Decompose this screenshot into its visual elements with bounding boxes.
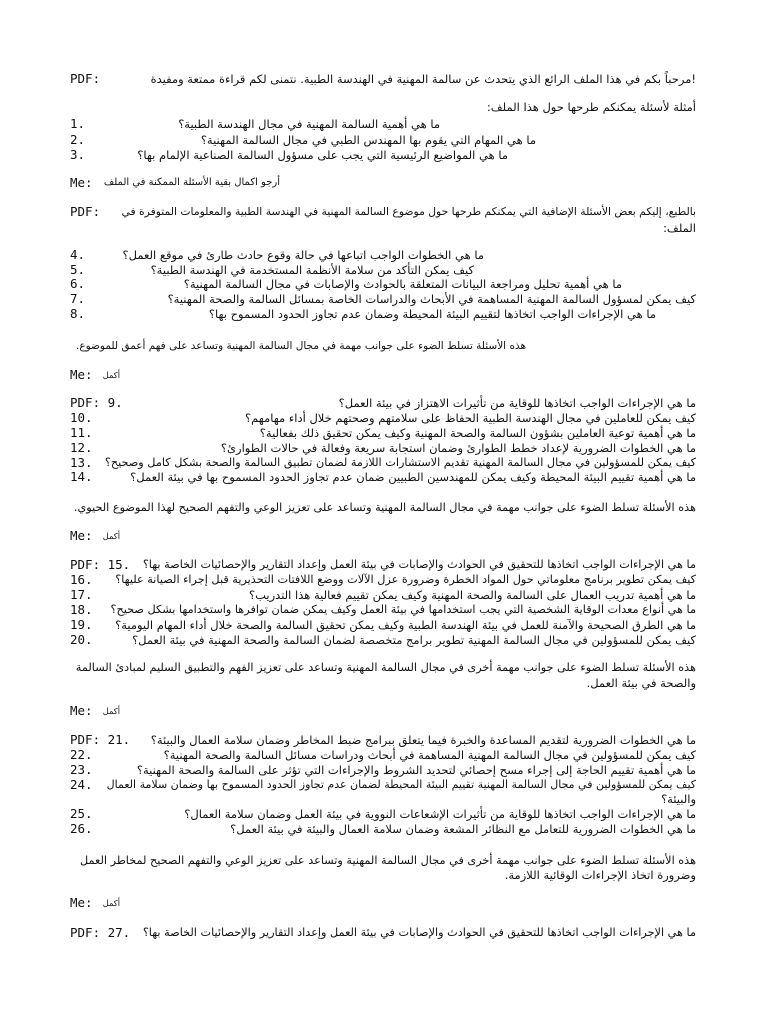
line-text: كيف يمكن التأكد من سلامة الأنظمة المستخدمة في الهندسة الطبية؟ — [150, 263, 474, 277]
item-number: 7. — [70, 291, 86, 306]
item-number: 24. — [70, 777, 93, 792]
line-text: ما هي أهمية تدريب العمال على السالمة والصحة المهنية وكيف يمكن تقييم فعالية هذا التدريب؟ — [249, 588, 696, 602]
line-text: أكمل — [102, 898, 120, 908]
speaker-label: Me: — [70, 175, 93, 190]
line-text: ما هي الإجراءات الواجب اتخاذها للتحقيق في الحوادث والإصابات في بيئة العمل وإعداد التقارير والإحصائيات الخاصة بها؟ — [142, 926, 696, 939]
line-summary — [70, 338, 696, 354]
item-number: 14. — [70, 469, 93, 484]
line-text: أمثلة لأسئلة يمكنكم طرحها حول هذا الملف: — [486, 100, 696, 114]
item-number: 22. — [70, 747, 93, 762]
list-item — [70, 132, 696, 148]
line-me — [70, 895, 696, 911]
line-text: ما هي الإجراءات الواجب اتخاذها للتحقيق في الحوادث والإصابات في بيئة العمل وإعداد التقارير والإحصائيات الخاصة بها؟ — [142, 558, 696, 571]
speaker-label: PDF: — [70, 204, 101, 219]
list-item — [70, 291, 696, 307]
line-text: بالطبع، إليكم بعض الأسئلة الإضافية التي يمكنكم طرحها حول موضوع السالمة المهنية في الهندسة الطبية والمعلومات المتوفرة في — [121, 205, 696, 218]
line-text: ما هي الخطوات الضرورية لإعداد خطط الطوارئ وضمان استجابة سريعة وفعالة في حالات الطوارئ؟ — [220, 441, 696, 455]
item-number: PDF: 27. — [70, 925, 131, 940]
list-item — [70, 147, 696, 163]
item-number: 4. — [70, 247, 86, 262]
list-item — [70, 762, 696, 778]
line-text: ما هي الخطوات الواجب اتباعها في حالة وقوع حادث طارئ في موقع العمل؟ — [122, 248, 484, 262]
list-item — [70, 572, 696, 588]
line-text: هذه الأسئلة تسلط الضوء على جوانب مهمة في مجال السالمة المهنية وتساعد على تعزيز الوعي والتفهم الصحيح لهذا الموضوع الحيوي. — [73, 501, 696, 514]
item-number: 3. — [70, 147, 86, 162]
item-number: 19. — [70, 617, 93, 632]
line-text: ما هي أنواع معدات الوقاية الشخصية التي يجب استخدامها في بيئة العمل وكيف يمكن ضمان توافرها واستخدامها بشكل صحيح؟ — [110, 603, 696, 616]
item-number: 8. — [70, 306, 86, 321]
item-number: 2. — [70, 132, 86, 147]
list-item — [70, 632, 696, 648]
line-text: ما هي الإجراءات الواجب اتخاذها للوقاية من تأثيرات الاهتزاز في بيئة العمل؟ — [338, 396, 696, 410]
list-item — [70, 395, 696, 411]
line-text: ما هي أهمية السالمة المهنية في مجال الهندسة الطبية؟ — [178, 117, 440, 131]
item-number: 1. — [70, 116, 86, 131]
line-text: وضرورة اتخاذ الإجراءات الوقائية اللازمة. — [504, 868, 696, 882]
speaker-label: Me: — [70, 703, 93, 718]
list-item — [70, 747, 696, 763]
line-text: ما هي الطرق الصحيحة والآمنة للعمل في بيئة الهندسة الطبية وكيف يمكن تحقيق السالمة والصحة خلال أداء المهام اليومية؟ — [115, 618, 696, 632]
list-item — [70, 425, 696, 441]
list-item — [70, 617, 696, 633]
list-item — [70, 557, 696, 573]
line-text: والصحة في بيئة العمل. — [586, 676, 696, 690]
line-me — [70, 528, 696, 544]
item-number: 18. — [70, 602, 93, 617]
list-item — [70, 732, 696, 748]
speaker-label: Me: — [70, 528, 93, 543]
line-continuation — [70, 867, 696, 883]
line-pdf-intro — [70, 71, 696, 87]
line-text: والبيئة؟ — [661, 792, 696, 806]
item-number: 13. — [70, 455, 93, 470]
item-number: 17. — [70, 587, 93, 602]
list-item — [70, 821, 696, 837]
line-continuation — [70, 675, 696, 691]
line-text: ما هي المواضيع الرئيسية التي يجب على مسؤول السالمة الصناعية الإلمام بها؟ — [137, 148, 508, 162]
list-item — [70, 116, 696, 132]
item-number: 12. — [70, 440, 93, 455]
item-number: 10. — [70, 410, 93, 425]
list-item — [70, 276, 696, 292]
line-text: هذه الأسئلة تسلط الضوء على جوانب مهمة أخرى في مجال السالمة المهنية وتساعد على تعزيز الوعي والتفهم الصحيح لمخاطر العمل — [80, 854, 696, 867]
item-number: 5. — [70, 262, 86, 277]
item-number: PDF: 9. — [70, 395, 123, 410]
line-me — [70, 367, 696, 383]
line-text: أكمل — [102, 706, 120, 716]
item-number: 11. — [70, 425, 93, 440]
line-text: !مرحباً بكم في هذا الملف الرائع الذي يتحدث عن سالمة المهنية في الهندسة الطبية. نتمنى لكم قراءة ممتعة ومفيدة — [150, 72, 696, 86]
item-number: 6. — [70, 276, 86, 291]
speaker-label: Me: — [70, 895, 93, 910]
item-number: 25. — [70, 806, 93, 821]
line-text: كيف يمكن للمسؤولين في مجال السالمة المهنية المساهمة في أبحاث ودراسات مسائل السالمة والصحة المهنية؟ — [163, 748, 696, 762]
speaker-label: PDF: — [70, 71, 101, 86]
line-continuation — [70, 791, 696, 807]
line-text: ما هي أهمية تقييم الحاجة إلى إجراء مسح إحصائي لتحديد الشروط والإجراءات التي تؤثر على السالمة والصحة المهنية؟ — [136, 763, 696, 777]
line-examples-heading — [70, 99, 696, 115]
line-text: ما هي أهمية توعية العاملين بشؤون السالمة والصحة المهنية وكيف يمكن تحقيق ذلك بفعالية؟ — [259, 426, 696, 440]
line-text: ما هي المهام التي يقوم بها المهندس الطبي في مجال السالمة المهنية؟ — [200, 133, 536, 147]
line-text: كيف يمكن للمسؤولين في مجال السالمة المهنية تقييم البيئة المحيطة لضمان عدم تجاوز الحدود المسموح بها وضمان سلامة العمال — [106, 778, 696, 791]
line-text: أكمل — [102, 370, 120, 380]
line-text: كيف يمكن تطوير برنامج معلوماتي حول المواد الخطرة وضرورة عزل الآلات ووضع اللافتات التحذيرية قبل إجراء الصيانة عليها؟ — [115, 573, 696, 586]
line-text: ما هي الخطوات الضرورية لتقديم المساعدة والخبرة فيما يتعلق ببرامج ضبط المخاطر وضمان سلامة العمال والبيئة؟ — [150, 733, 696, 747]
item-number: PDF: 21. — [70, 732, 131, 747]
speaker-label: Me: — [70, 367, 93, 382]
list-item — [70, 806, 696, 822]
list-item — [70, 306, 696, 322]
line-text: كيف يمكن للعاملين في مجال الهندسة الطبية الحفاظ على سلامتهم وصحتهم خلال أداء مهامهم؟ — [245, 411, 696, 425]
line-text: أرجو اكمال بقية الأسئلة الممكنة في الملف — [103, 177, 280, 188]
item-number: 20. — [70, 632, 93, 647]
line-text: الملف: — [663, 221, 696, 235]
line-text: ما هي الإجراءات الواجب اتخاذها لتقييم البيئة المحيطة وضمان عدم تجاوز الحدود المسموح بها؟ — [208, 307, 656, 321]
list-item — [70, 440, 696, 456]
line-text: هذه الأسئلة تسلط الضوء على جوانب مهمة أخرى في مجال السالمة المهنية وتساعد على تعزيز الفهم والتطبيق السليم لمبادئ السالمة — [75, 661, 696, 674]
list-item — [70, 602, 696, 618]
line-text: ما هي أهمية تحليل ومراجعة البيانات المتعلقة بالحوادث والإصابات في مجال السالمة المهنية؟ — [183, 277, 622, 291]
line-text: كيف يمكن للمسؤولين في مجال السالمة المهنية تقديم الاستشارات اللازمة لضمان تطبيق السالمة والصحة بشكل كامل وصحيح؟ — [104, 456, 696, 469]
line-summary — [70, 500, 696, 516]
line-me — [70, 703, 696, 719]
line-text: أكمل — [102, 531, 120, 541]
list-item — [70, 247, 696, 263]
line-pdf — [70, 204, 696, 220]
line-text: كيف يمكن لمسؤول السالمة المهنية المساهمة في الأبحاث والدراسات الخاصة بمسائل السالمة والصحة المهنية؟ — [167, 292, 696, 306]
list-item — [70, 925, 696, 941]
item-number: 23. — [70, 762, 93, 777]
item-number: 26. — [70, 821, 93, 836]
line-text: ما هي أهمية تقييم البيئة المحيطة وكيف يمكن للمهندسين الطبيين ضمان عدم تجاوز الحدود المسموح بها في بيئة العمل؟ — [130, 470, 696, 484]
list-item — [70, 410, 696, 426]
line-me — [70, 175, 696, 191]
line-text: هذه الأسئلة تسلط الضوء على جوانب مهمة في مجال السالمة المهنية وتساعد على فهم أعمق للموضوع. — [75, 340, 526, 352]
line-text: ما هي الخطوات الضرورية للتعامل مع النظائر المشعة وضمان سلامة العمال والبيئة في بيئة العمل؟ — [230, 822, 696, 836]
line-summary — [70, 660, 696, 676]
item-number: PDF: 15. — [70, 557, 131, 572]
line-text: ما هي الإجراءات الواجب اتخاذها للوقاية من تأثيرات الإشعاعات النووية في بيئة العمل وضمان سلامة العمال؟ — [184, 807, 696, 821]
line-text: كيف يمكن للمسؤولين في مجال السالمة المهنية تطوير برامج متخصصة لضمان السالمة والصحة المهنية في بيئة العمل؟ — [132, 633, 696, 647]
list-item — [70, 587, 696, 603]
line-continuation — [70, 220, 696, 236]
item-number: 16. — [70, 572, 93, 587]
list-item — [70, 469, 696, 485]
